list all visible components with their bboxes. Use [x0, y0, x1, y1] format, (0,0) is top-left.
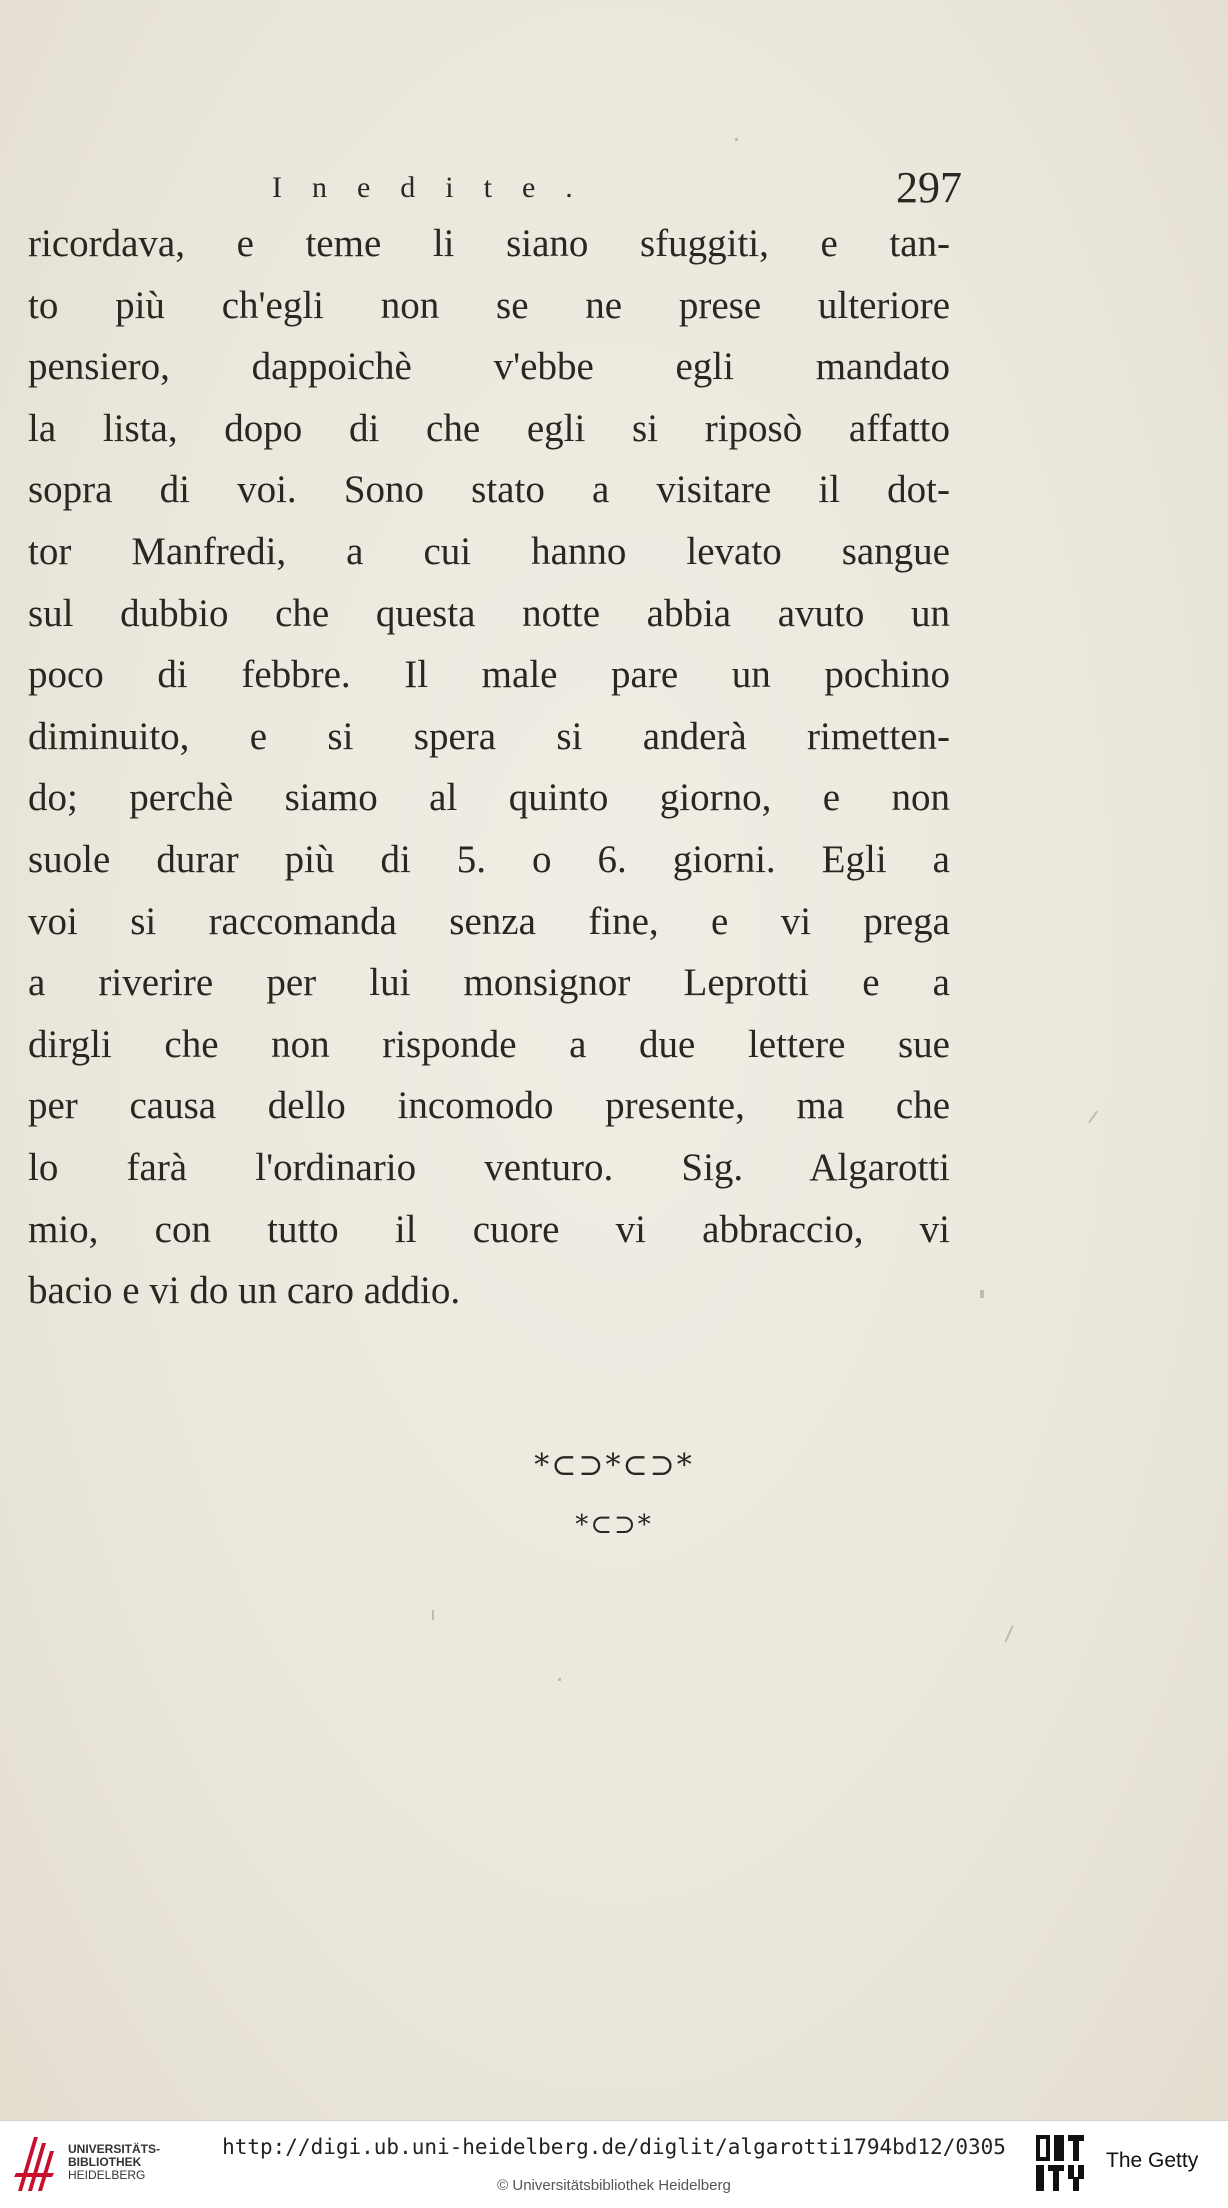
- text-line: mio, con tutto il cuore vi abbraccio, vi: [28, 1207, 950, 1251]
- ornament-top: *⊂⊃*⊂⊃*: [534, 1448, 694, 1483]
- text-line: a riverire per lui monsignor Leprotti e a: [28, 961, 950, 1005]
- paper-speck: [1004, 1625, 1013, 1642]
- text-line: poco di febbre. Il male pare un pochino: [28, 653, 950, 697]
- copyright-notice: © Universitätsbibliothek Heidelberg: [497, 2177, 731, 2194]
- viewer-footer: [0, 2120, 1228, 2208]
- getty-logo-icon: [1034, 2133, 1086, 2193]
- text-line: dirgli che non risponde a due lettere sue: [28, 1022, 950, 1066]
- library-name-line: BIBLIOTHEK: [68, 2155, 142, 2169]
- text-line: suole durar più di 5. o 6. giorni. Egli a: [28, 837, 950, 881]
- text-line: to più ch'egli non se ne prese ulteriore: [28, 283, 950, 327]
- text-line: sul dubbio che questa notte abbia avuto un: [28, 591, 950, 635]
- text-line: sopra di voi. Sono stato a visitare il dot-: [28, 468, 950, 512]
- ornament-bottom: *⊂⊃*: [575, 1510, 653, 1540]
- text-line-last: bacio e vi do un caro addio.: [28, 1269, 461, 1313]
- letter-text: [28, 213, 950, 1322]
- paper-speck: [558, 1678, 561, 1681]
- text-line: la lista, dopo di che egli si riposò affatto: [28, 406, 950, 450]
- text-line: ricordava, e teme li siano sfuggiti, e tan-: [28, 222, 950, 265]
- paper-speck: [432, 1610, 434, 1620]
- text-line: diminuito, e si spera si anderà rimetten-: [28, 714, 950, 758]
- paper-speck: [735, 138, 738, 141]
- page-header: [272, 160, 962, 216]
- paper-speck: [980, 1290, 984, 1298]
- text-line: tor Manfredi, a cui hanno levato sangue: [28, 529, 950, 573]
- text-line: do; perchè siamo al quinto giorno, e non: [28, 776, 950, 820]
- paper-speck: [1088, 1111, 1098, 1124]
- library-name-line: UNIVERSITÄTS-: [68, 2142, 161, 2156]
- text-line: lo farà l'ordinario venturo. Sig. Algarotti: [28, 1145, 950, 1189]
- text-line: per causa dello incomodo presente, ma che: [28, 1084, 950, 1128]
- text-line: pensiero, dappoichè v'ebbe egli mandato: [28, 345, 950, 389]
- library-name-line: HEIDELBERG: [68, 2168, 146, 2182]
- permalink-url[interactable]: http://digi.ub.uni-heidelberg.de/diglit/algarotti1794bd12/0305: [222, 2135, 1006, 2159]
- page-number: 297: [896, 163, 962, 212]
- getty-name: The Getty: [1106, 2149, 1199, 2172]
- running-head: Inedite.: [272, 171, 603, 204]
- text-line: voi si raccomanda senza fine, e vi prega: [28, 899, 950, 943]
